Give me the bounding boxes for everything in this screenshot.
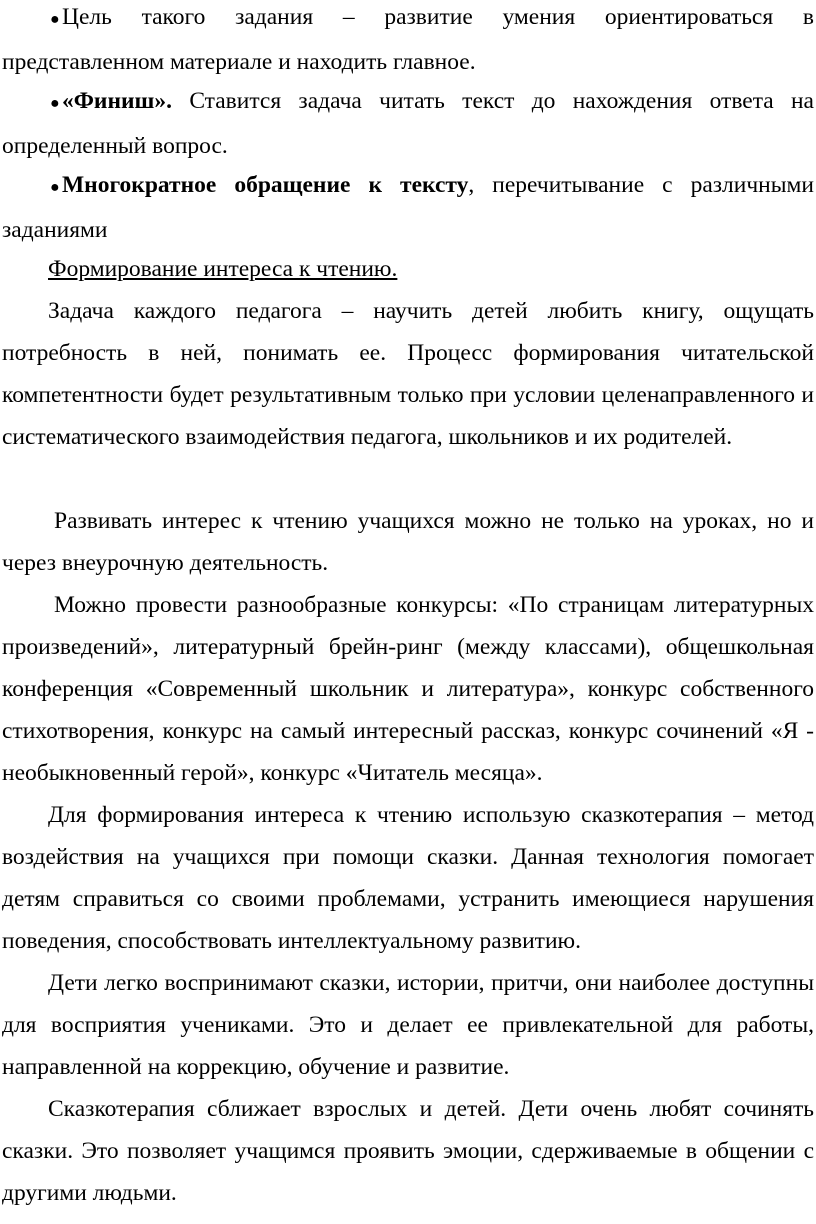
paragraph-4: Для формирования интереса к чтению использую сказкотерапия – метод воздействия на учащихся при помощи сказки. Данная технология помогает детям справиться со своими проблемами, устранить имеющиеся нарушения поведения, способствовать интеллектуальному развитию. bbox=[2, 802, 814, 954]
paragraph-1: Задача каждого педагога – научить детей любить книгу, ощущать потребность в ней, понимать ее. Процесс формирования читательской компетентности будет результативным только при условии целенаправленного и систематического взаимодействия педагога, школьников и их родителей. bbox=[2, 298, 814, 450]
paragraph-3: Можно провести разнообразные конкурсы: «По страницам литературных произведений», литературный брейн-ринг (между классами), общешкольная конференция «Современный школьник и литература», конкурс собственного стихотворения, конкурс на самый интересный рассказ, конкурс сочинений «Я - необыкновенный герой», конкурс «Читатель месяца». bbox=[2, 592, 814, 786]
bullet-item-1 bbox=[2, 0, 814, 83]
bullet-icon: ● bbox=[50, 179, 60, 196]
bullet-text-3: , перечитывание с различными заданиями bbox=[2, 172, 814, 243]
paragraph-2: Развивать интерес к чтению учащихся можно не только на уроках, но и через внеурочную деятельность. bbox=[2, 508, 814, 576]
bullet-item-3 bbox=[2, 164, 814, 251]
paragraph-6: Сказкотерапия сближает взрослых и детей. Дети очень любят сочинять сказки. Это позволяет учащимся проявить эмоции, сдерживаемые в общении с другими людьми. bbox=[2, 1096, 814, 1206]
section-heading bbox=[48, 248, 814, 290]
section-heading-text: Формирование интереса к чтению. bbox=[48, 256, 398, 282]
bullet-icon: ● bbox=[50, 11, 60, 28]
bullet-bold-3: Многократное обращение к тексту bbox=[62, 172, 469, 198]
bullet-icon: ● bbox=[50, 95, 60, 112]
bullet-bold-2: «Финиш». bbox=[62, 88, 173, 114]
bullet-text-1: Цель такого задания – развитие умения ориентироваться в представленном материале и находить главное. bbox=[2, 4, 814, 75]
bullet-item-2 bbox=[2, 80, 814, 167]
paragraph-5: Дети легко воспринимают сказки, истории, притчи, они наиболее доступны для восприятия учениками. Это и делает ее привлекательной для работы, направленной на коррекцию, обучение и развитие. bbox=[2, 970, 814, 1080]
bullet-text-2: Ставится задача читать текст до нахождения ответа на определенный вопрос. bbox=[2, 88, 814, 159]
